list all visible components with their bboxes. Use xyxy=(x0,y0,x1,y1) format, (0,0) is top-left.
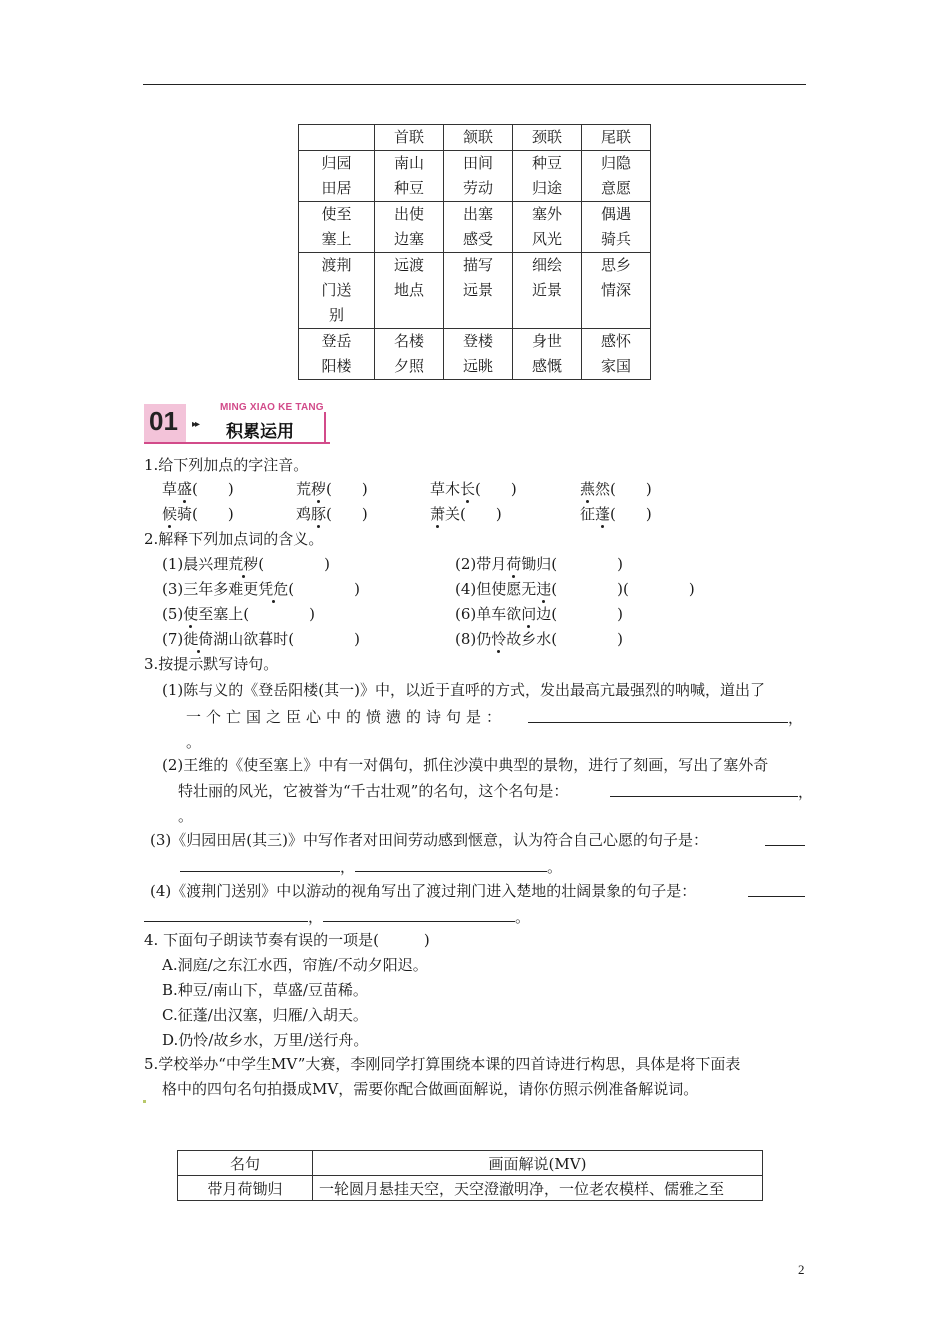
banner-number: 01 xyxy=(149,406,178,436)
question-3-title: 3.按提示默写诗句。 xyxy=(144,655,279,673)
table-cell: 偶遇 骑兵 xyxy=(582,202,651,253)
table-cell: 塞外 风光 xyxy=(513,202,582,253)
table-cell: 田间 劳动 xyxy=(444,151,513,202)
banner-underline xyxy=(144,442,330,444)
q3-s2-answer: ， xyxy=(610,781,813,802)
table-cell xyxy=(299,125,375,151)
q4-option-b: B.种豆/南山下，草盛/豆苗稀。 xyxy=(162,981,368,999)
summary-table xyxy=(298,124,651,380)
table-cell: 感怀 家国 xyxy=(582,329,651,380)
question-2-title: 2.解释下列加点词的含义。 xyxy=(144,530,324,548)
q2-item-8: (8)仍怜故乡水( ) xyxy=(455,630,623,648)
page-number: 2 xyxy=(798,1262,805,1277)
table-cell: 南山 种豆 xyxy=(375,151,444,202)
table-header-cell: 颈联 xyxy=(513,125,582,151)
table-cell: 细绘 近景 xyxy=(513,253,582,329)
table-cell: 登楼 远眺 xyxy=(444,329,513,380)
q2-item-6: (6)单车欲问边( ) xyxy=(455,605,623,623)
table-cell: 归隐 意愿 xyxy=(582,151,651,202)
top-rule xyxy=(143,84,806,85)
table-cell: 名楼 夕照 xyxy=(375,329,444,380)
table-cell: 思乡 情深 xyxy=(582,253,651,329)
table-cell: 使至 塞上 xyxy=(299,202,375,253)
q3-s4-answer: ， 。 xyxy=(144,906,530,927)
q1-item-2: 荒秽( ) xyxy=(296,480,368,498)
table-cell: 带月荷锄归 xyxy=(178,1176,313,1201)
question-1-title: 1.给下列加点的字注音。 xyxy=(144,456,309,474)
table-row xyxy=(299,125,651,151)
table-row xyxy=(178,1176,763,1201)
q2-item-5: (5)使至塞上( ) xyxy=(162,605,315,623)
q2-item-1: (1)晨兴理荒秽( ) xyxy=(162,555,330,573)
question-5-line1: 5.学校举办“中学生MV”大赛，李刚同学打算围绕本课的四首诗进行构思，具体是将下面表 xyxy=(144,1055,741,1073)
table-header-cell: 颔联 xyxy=(444,125,513,151)
table-row xyxy=(299,202,651,253)
q2-item-3: (3)三年多难更凭危( ) xyxy=(162,580,360,598)
q1-item-7: 萧关( ) xyxy=(430,505,502,523)
q1-item-8: 征蓬( ) xyxy=(580,505,652,523)
banner-title: 积累运用 xyxy=(226,422,294,442)
table-cell: 一轮圆月悬挂天空，天空澄澈明净，一位老农模样、儒雅之至 xyxy=(313,1176,763,1201)
q3-s1-line3: 。 xyxy=(186,733,202,751)
table-cell: 登岳 阳楼 xyxy=(299,329,375,380)
q3-s2-line3: 。 xyxy=(178,807,194,825)
mv-table xyxy=(177,1150,763,1201)
q3-s3-blank-start xyxy=(765,830,805,851)
table-row xyxy=(299,253,651,329)
table-header-cell: 首联 xyxy=(375,125,444,151)
q1-item-1: 草盛( ) xyxy=(162,480,234,498)
table-cell: 描写 远景 xyxy=(444,253,513,329)
table-header-cell: 名句 xyxy=(178,1151,313,1176)
table-cell: 身世 感慨 xyxy=(513,329,582,380)
question-4-title: 4. 下面句子朗读节奏有误的一项是( ) xyxy=(144,931,430,949)
table-row xyxy=(299,151,651,202)
q1-item-4: 燕然( ) xyxy=(580,480,652,498)
q3-s4-line1: (4)《渡荆门送别》中以游动的视角写出了渡过荆门进入楚地的壮阔景象的句子是： xyxy=(150,882,697,900)
section-banner xyxy=(144,402,330,444)
q3-s2-line2: 特壮丽的风光，它被誉为“千古壮观”的名句，这个名句是： xyxy=(178,782,569,800)
table-cell: 出塞 感受 xyxy=(444,202,513,253)
table-cell: 远渡 地点 xyxy=(375,253,444,329)
q2-item-4: (4)但使愿无违( )( ) xyxy=(455,580,695,598)
q2-item-2: (2)带月荷锄归( ) xyxy=(455,555,623,573)
q3-s3-answer: ， 。 xyxy=(180,856,562,877)
q4-option-c: C.征蓬/出汉塞，归雁/入胡天。 xyxy=(162,1006,368,1024)
table-cell: 种豆 归途 xyxy=(513,151,582,202)
table-row xyxy=(178,1151,763,1176)
q3-s2-line1: (2)王维的《使至塞上》中有一对偶句，抓住沙漠中典型的景物，进行了刻画，写出了塞外奇 xyxy=(162,756,769,774)
question-5-line2: 格中的四句名句拍摄成MV，需要你配合做画面解说，请你仿照示例准备解说词。 xyxy=(162,1080,699,1098)
table-row xyxy=(299,329,651,380)
q3-s4-blank-start xyxy=(748,881,805,902)
q3-s1-answer: ， xyxy=(528,707,803,728)
table-header-cell: 尾联 xyxy=(582,125,651,151)
q1-item-6: 鸡豚( ) xyxy=(296,505,368,523)
double-arrow-icon: ▸▸ xyxy=(192,419,199,430)
q4-option-a: A.洞庭/之东江水西，帘旌/不动夕阳迟。 xyxy=(162,956,428,974)
q1-item-5: 候骑( ) xyxy=(162,505,234,523)
q1-item-3: 草木长( ) xyxy=(430,480,517,498)
table-header-cell: 画面解说(MV) xyxy=(313,1151,763,1176)
table-cell: 出使 边塞 xyxy=(375,202,444,253)
q3-s1-line2: 一个亡国之臣心中的愤懑的诗句是： xyxy=(186,708,507,726)
table-cell: 渡荆 门送 别 xyxy=(299,253,375,329)
q4-option-d: D.仍怜/故乡水，万里/送行舟。 xyxy=(162,1031,369,1049)
q3-s1-line1: (1)陈与义的《登岳阳楼(其一)》中，以近于直呼的方式，发出最高亢最强烈的呐喊，道出了 xyxy=(162,681,765,699)
q3-s3-line1: (3)《归园田居(其三)》中写作者对田间劳动感到惬意，认为符合自己心愿的句子是： xyxy=(150,831,708,849)
banner-subtitle: MING XIAO KE TANG xyxy=(220,402,324,413)
banner-divider xyxy=(324,412,326,444)
q2-item-7: (7)徙倚湖山欲暮时( ) xyxy=(162,630,360,648)
speck xyxy=(143,1100,146,1103)
table-cell: 归园 田居 xyxy=(299,151,375,202)
